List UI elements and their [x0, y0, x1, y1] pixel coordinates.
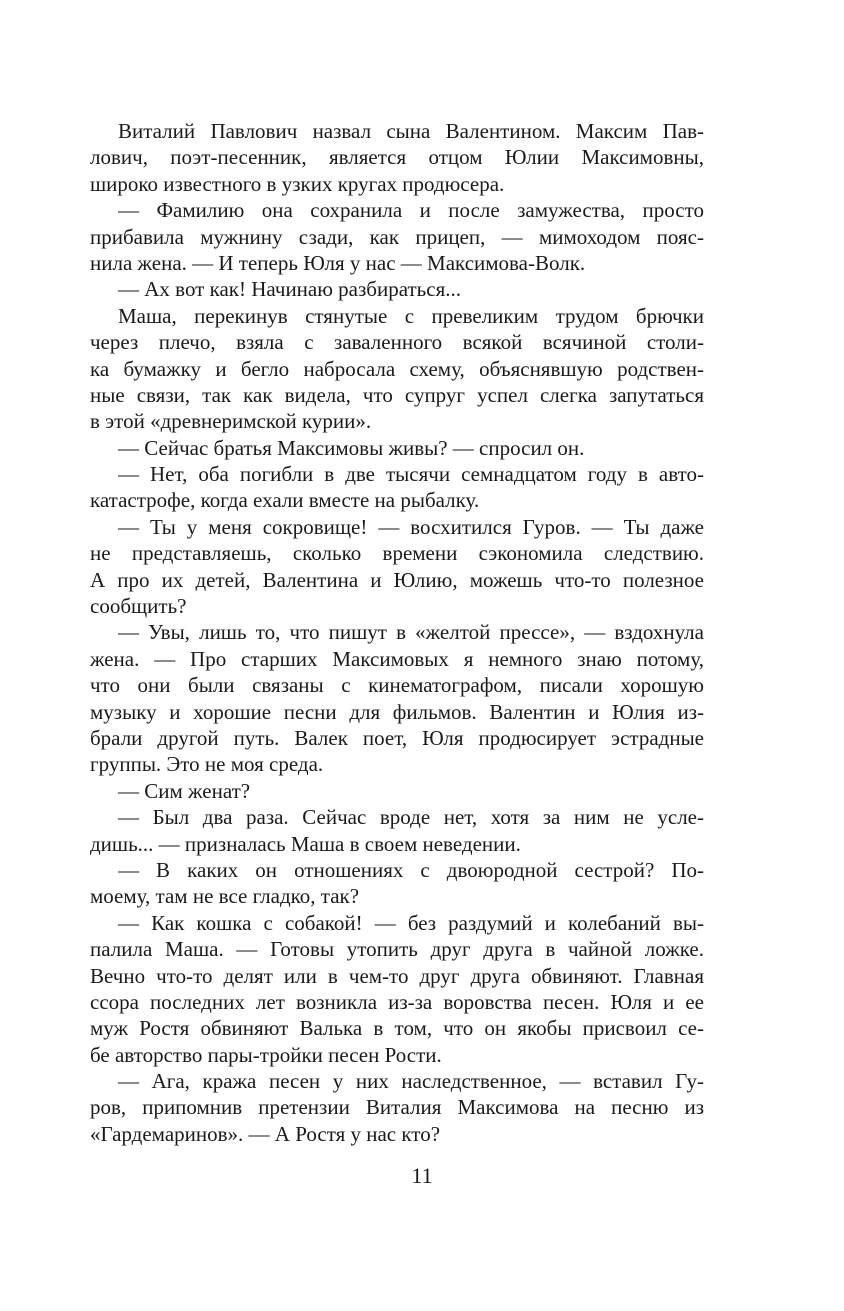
text-line: широко известного в узких кругах продюсера.: [90, 171, 505, 196]
text-line: брали другой путь. Валек поет, Юля продюсирует эстрадные: [90, 725, 704, 750]
text-line: нила жена. — И теперь Юля у нас — Максимова-Волк.: [90, 250, 586, 275]
text-line: — В каких он отношениях с двоюродной сестрой? По-: [118, 857, 704, 882]
paragraph: [90, 303, 704, 435]
text-line: А про их детей, Валентина и Юлию, можешь что-то полезное: [90, 567, 704, 592]
text-line: — Увы, лишь то, что пишут в «желтой прессе», — вздохнула: [118, 620, 704, 645]
text-line: — Сим женат?: [118, 778, 251, 803]
text-line: жена. — Про старших Максимовых я немного знаю потому,: [90, 646, 704, 671]
text-line: ка бумажку и бегло набросала схему, объяснявшую родствен-: [90, 356, 704, 381]
paragraph: [90, 619, 704, 777]
text-line: сообщить?: [90, 594, 187, 619]
text-line: катастрофе, когда ехали вместе на рыбалку.: [90, 488, 480, 513]
text-line: Виталий Павлович назвал сына Валентином. Максим Пав-: [118, 119, 704, 143]
page-number: 11: [411, 1163, 433, 1188]
text-line: — Как кошка с собакой! — без раздумий и колебаний вы-: [118, 910, 704, 935]
text-line: — Сейчас братья Максимовы живы? — спросил он.: [118, 435, 585, 460]
text-line: ные связи, так как видела, что супруг успел слегка запутаться: [90, 382, 704, 407]
text-line: Вечно что-то делят или в чем-то друг друга обвиняют. Главная: [90, 963, 704, 988]
text-line: прибавила мужнину сзади, как прицеп, — мимоходом пояс-: [90, 224, 704, 249]
text-line: лович, поэт-песенник, является отцом Юлии Максимовны,: [90, 145, 704, 170]
paragraph: [118, 778, 704, 804]
paragraph: [90, 857, 704, 910]
text-line: ссора последних лет возникла из-за воровства песен. Юля и ее: [90, 989, 704, 1014]
paragraph: [90, 804, 704, 857]
text-line: — Фамилию она сохранила и после замужества, просто: [118, 198, 704, 223]
text-line: — Ты у меня сокровище! — восхитился Гуров. — Ты даже: [118, 514, 704, 539]
paragraph: [90, 461, 704, 514]
text-line: — Был два раза. Сейчас вроде нет, хотя за ним не усле-: [118, 805, 704, 830]
paragraph: [118, 435, 704, 461]
paragraph: [90, 118, 704, 197]
body-text: [90, 118, 704, 1147]
text-line: не представляешь, сколько времени сэкономила следствию.: [90, 541, 704, 566]
text-line: моему, там не все гладко, так?: [90, 884, 360, 909]
text-line: — Ах вот как! Начинаю разбираться...: [118, 277, 461, 302]
paragraph: [118, 276, 704, 302]
text-line: в этой «древнеримской курии».: [90, 409, 372, 434]
text-line: через плечо, взяла с заваленного всякой всячиной столи-: [90, 330, 704, 355]
text-line: муж Ростя обвиняют Валька в том, что он якобы присвоил се-: [90, 1016, 704, 1041]
text-line: дишь... — призналась Маша в своем неведении.: [90, 831, 521, 856]
text-line: бе авторство пары-тройки песен Рости.: [90, 1042, 442, 1067]
text-line: — Ага, кража песен у них наследственное, — вставил Гу-: [118, 1069, 704, 1094]
text-line: — Нет, оба погибли в две тысячи семнадцатом году в авто-: [118, 462, 704, 487]
text-line: Маша, перекинув стянутые с превеликим трудом брючки: [118, 303, 704, 328]
paragraph: [90, 1068, 704, 1147]
text-line: музыку и хорошие песни для фильмов. Валентин и Юлия из-: [90, 699, 704, 724]
text-line: палила Маша. — Готовы утопить друг друга в чайной ложке.: [90, 937, 704, 962]
paragraph: [90, 197, 704, 276]
text-line: группы. Это не моя среда.: [90, 752, 324, 777]
paragraph: [90, 514, 704, 620]
text-line: «Гардемаринов». — А Ростя у нас кто?: [90, 1121, 441, 1146]
paragraph: [90, 910, 704, 1068]
text-line: ров, припомнив претензии Виталия Максимова на песню из: [90, 1095, 704, 1120]
text-line: что они были связаны с кинематографом, писали хорошую: [90, 673, 704, 698]
